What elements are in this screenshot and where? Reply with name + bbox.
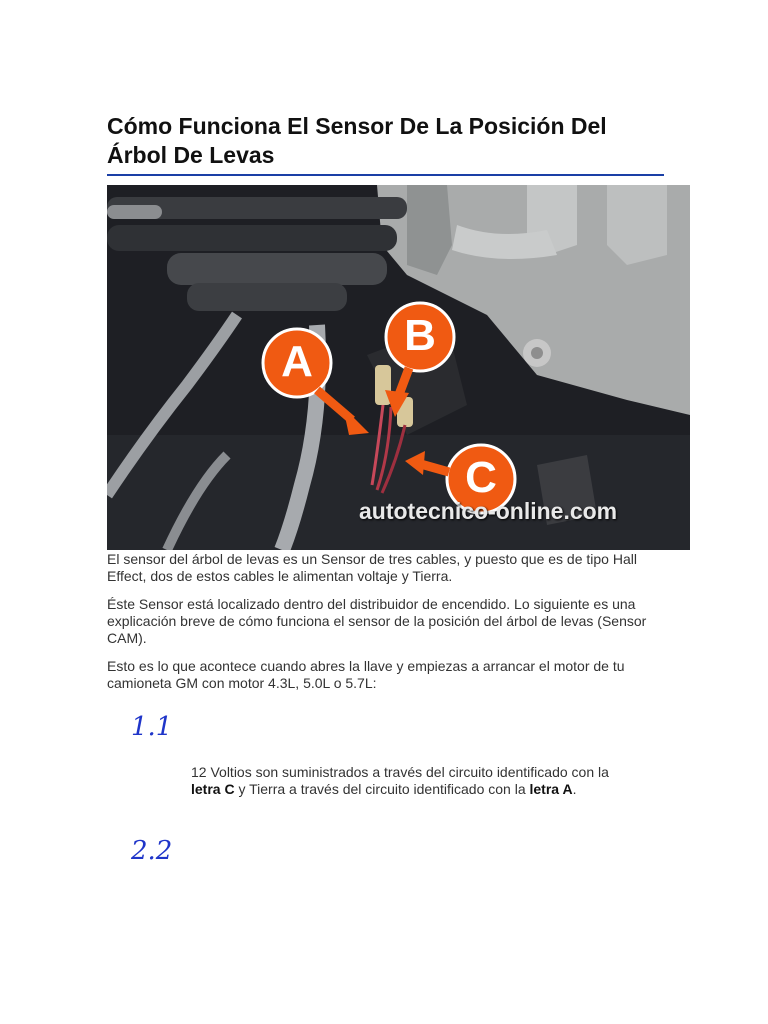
paragraph-sequence: Esto es lo que acontece cuando abres la llave y empiezas a arrancar el motor de tu camioneta GM con motor 4.3L, 5.0L o 5.7L: [107, 658, 625, 691]
step-text-1-bold2: letra A [529, 781, 573, 797]
photo-watermark: autotecnico-online.com [359, 498, 618, 524]
step-text-1-part3: . [572, 781, 577, 797]
paragraph-intro: El sensor del árbol de levas es un Sensor de tres cables, y puesto que es de tipo Hall Effect, dos de estos cables le alimentan voltaje y Tierra. [107, 551, 637, 584]
step-text-1-bold1: letra C [191, 781, 235, 797]
step-text-1-part2: y Tierra a través del circuito identificado con la [234, 781, 530, 797]
step-number-1: 1.1 [131, 712, 173, 742]
title-underline [107, 174, 664, 176]
step-text-1 [191, 764, 611, 798]
sensor-photo [107, 185, 690, 550]
callout-label-a: A [281, 337, 313, 386]
step-text-1-part1: 12 Voltios son suministrados a través del circuito identificado con la [191, 764, 609, 780]
paragraph-location: Éste Sensor está localizado dentro del distribuidor de encendido. Lo siguiente es una explicación breve de cómo funciona el sensor de la posición del árbol de levas (Sensor CAM). [107, 596, 647, 646]
step-number-2: 2.2 [131, 836, 173, 866]
article-title: Cómo Funciona El Sensor De La Posición Del Árbol De Levas [107, 113, 607, 168]
callout-label-c: C [465, 453, 497, 502]
callout-label-b: B [404, 311, 436, 360]
